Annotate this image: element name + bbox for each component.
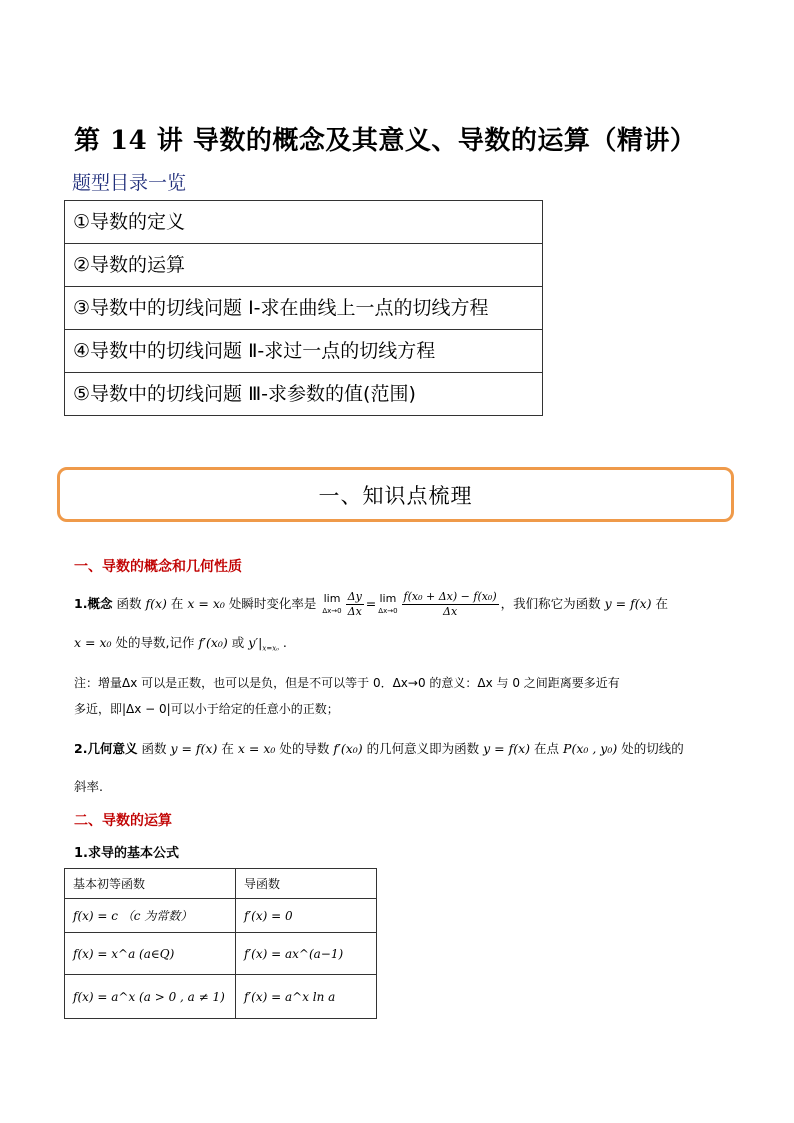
text: 的几何意义即为函数	[366, 741, 480, 756]
toc-item: ②导数的运算	[65, 244, 542, 287]
table-header: 基本初等函数	[65, 869, 236, 899]
table-cell: f(x) = c （c 为常数）	[65, 899, 236, 933]
math: f′(x₀)	[333, 741, 363, 756]
fraction: $\frac{\text{f(x₀ + Δx) − f(x₀)}}{\Delta x}$	[403, 590, 497, 618]
toc-item: ①导数的定义	[65, 201, 542, 244]
text: 在	[221, 741, 234, 756]
text: 或	[231, 635, 245, 650]
math: x = x₀	[74, 635, 112, 650]
math: $y'|_{x=x_0}$	[248, 635, 279, 653]
table-row	[65, 899, 377, 933]
table-header-row	[65, 869, 377, 899]
toc-item: ⑤导数中的切线问题 Ⅲ-求参数的值(范围)	[73, 383, 416, 405]
text: ，我们称它为函数	[500, 596, 601, 611]
table-row	[65, 975, 377, 1019]
math: y = f(x)	[604, 596, 652, 611]
text: 在点	[534, 741, 560, 756]
text: 处的导数,记作	[115, 635, 195, 650]
math: f′(x₀)	[198, 635, 228, 650]
text: 函数	[141, 741, 167, 756]
note-line: 注：增量Δx 可以是正数，也可以是负，但是不可以等于 0．Δx→0 的意义：Δx 与 0 之间距离要多近有	[74, 676, 620, 690]
page-title: 第 14 讲 导数的概念及其意义、导数的运算（精讲）	[74, 126, 697, 156]
geometric-meaning-line2: 斜率.	[74, 779, 103, 794]
table-cell: f(x) = x^a (a∈Q)	[65, 933, 236, 975]
concept-label: 1.概念	[74, 596, 113, 611]
text: 函数	[116, 596, 142, 611]
math: y = f(x)	[170, 741, 218, 756]
math: P(x₀ , y₀)	[563, 741, 618, 756]
toc-heading: 题型目录一览	[72, 172, 187, 194]
table-cell: f′(x) = a^x ln a	[236, 975, 377, 1019]
toc-item: ③导数中的切线问题 Ⅰ-求在曲线上一点的切线方程	[65, 287, 542, 330]
text: 处的导数	[279, 741, 330, 756]
note-line: 多近，即|Δx − 0|可以小于给定的任意小的正数；	[74, 702, 339, 716]
concept-paragraph-2: x = x₀ 处的导数,记作 f′(x₀) 或 $y'|_{x=x_0}$ .	[74, 635, 287, 653]
limit-symbol: lim Δx→0	[322, 591, 342, 615]
note-paragraph	[74, 670, 724, 722]
geo-label: 2.几何意义	[74, 741, 138, 756]
fraction: $\frac{\Delta y}{\Delta x}$	[347, 590, 362, 618]
formula-table	[64, 868, 377, 1019]
toc-table	[64, 200, 543, 416]
subheading-basic-formulas: 1.求导的基本公式	[74, 846, 179, 861]
math: f(x)	[145, 596, 167, 611]
table-header: 导函数	[236, 869, 377, 899]
limit-symbol: lim Δx→0	[378, 591, 398, 615]
section-banner: 一、知识点梳理	[57, 467, 734, 522]
section-heading-operations: 二、导数的运算	[74, 813, 172, 829]
concept-paragraph: 1.概念 函数 f(x) 在 x = x₀ 处瞬时变化率是 lim Δx→0 $\frac{\Delta y}{\Delta x}$ = lim Δx→0 $\frac{\text{f(x₀ + Δx) − f(x₀)}}{\Delta x}$ ，我们称它为函数 y = f(x) 在	[74, 590, 669, 618]
geometric-meaning-paragraph	[74, 738, 724, 760]
text: 处的切线的	[621, 741, 684, 756]
text: 在	[170, 596, 184, 611]
table-cell: f(x) = a^x (a > 0 , a ≠ 1)	[65, 975, 236, 1019]
text: 处瞬时变化率是	[228, 596, 317, 611]
section-heading-concept: 一、导数的概念和几何性质	[74, 559, 242, 575]
table-row	[65, 933, 377, 975]
toc-item: ④导数中的切线问题 Ⅱ-求过一点的切线方程	[65, 330, 542, 373]
math: x = x₀	[187, 596, 225, 611]
math: y = f(x)	[483, 741, 531, 756]
table-cell: f′(x) = ax^(a−1)	[236, 933, 377, 975]
text: 在	[655, 596, 669, 611]
math: x = x₀	[237, 741, 276, 756]
table-cell: f′(x) = 0	[236, 899, 377, 933]
